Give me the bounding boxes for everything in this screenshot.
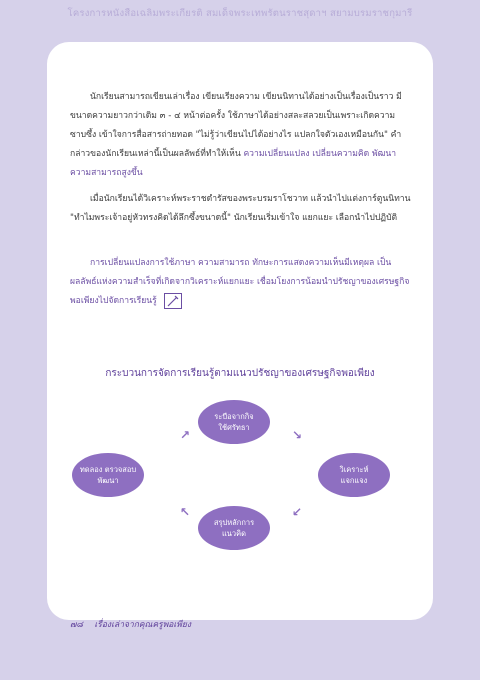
paragraph-3: [70, 254, 412, 311]
page-number: ๗๘: [70, 620, 83, 630]
paragraph-1-text: นักเรียนสามารถเขียนเล่าเรื่อง เขียนเรียงความ เขียนนิทานได้อย่างเป็นเรื่องเป็นราว มีขนาดความยาวกว่าเดิม ๓ - ๔ หน้าต่อครั้ง ใช้ภาษาได้อย่างสละสลวยเป็นเพราะเกิดความซาบซึ้ง เข้าใจการสื่อสารถ่ายทอด "ไม่รู้ว่าเขียนไปได้อย่างไร แปลกใจตัวเองเหมือนกัน" คำกล่าวของนักเรียนเหล่านี้เป็นผลลัพธ์ที่ทำให้เห็น: [70, 92, 402, 159]
diagram-title: กระบวนการจัดการเรียนรู้ตามแนวปรัชญาของเศรษฐกิจพอเพียง: [105, 368, 375, 379]
arrow-bottom-to-left-icon: ↖: [180, 505, 191, 519]
page-footer: [70, 617, 191, 631]
arrow-left-to-top-icon: ↗: [180, 428, 191, 442]
paragraph-3-text: การเปลี่ยนแปลงการใช้ภาษา ความสามารถ ทักษะการแสดงความเห็นมีเหตุผล เป็นผลลัพธ์แห่งความสำเร็จที่เกิดจากวิเคราะห์แยกแยะ เชื่อมโยงการน้อมนำปรัชญาของเศรษฐกิจพอเพียงไปจัดการเรียนรู้: [70, 258, 410, 306]
node-right: วิเคราะห์ แจกแจง: [318, 453, 390, 497]
page-header: โครงการหนังสือเฉลิมพระเกียรติ สมเด็จพระเทพรัตนราชสุดาฯ สยามบรมราชกุมารี: [67, 8, 413, 19]
book-title: เรื่องเล่าจากคุณครูพอเพียง: [94, 620, 192, 630]
paragraph-1-emphasis: ความเปลี่ยนแปลง เปลี่ยนความคิด พัฒนาความสามารถสูงขึ้น: [70, 149, 397, 178]
node-bottom: สรุปหลักการ แนวคิด: [198, 506, 270, 550]
pen-icon: [164, 293, 182, 309]
arrow-right-to-bottom-icon: ↙: [292, 505, 303, 519]
node-top: ระบือจากกิจ ใช้ศรัทธา: [198, 400, 270, 444]
arrow-top-to-right-icon: ↘: [292, 428, 303, 442]
paragraph-2: [70, 190, 412, 228]
paragraph-1: [70, 88, 412, 183]
paragraph-2-text: เมื่อนักเรียนได้วิเคราะห์พระราชดำรัสของพระบรมราโชวาท แล้วนำไปแต่งการ์ตูนนิทาน "ทำไมพระเจ้าอยู่หัวทรงคิดได้ลึกซึ้งขนาดนี้" นักเรียนเริ่มเข้าใจ แยกแยะ เลือกนำไปปฏิบัติ: [70, 194, 411, 223]
node-left: ทดลอง ตรวจสอบ พัฒนา: [72, 453, 144, 497]
